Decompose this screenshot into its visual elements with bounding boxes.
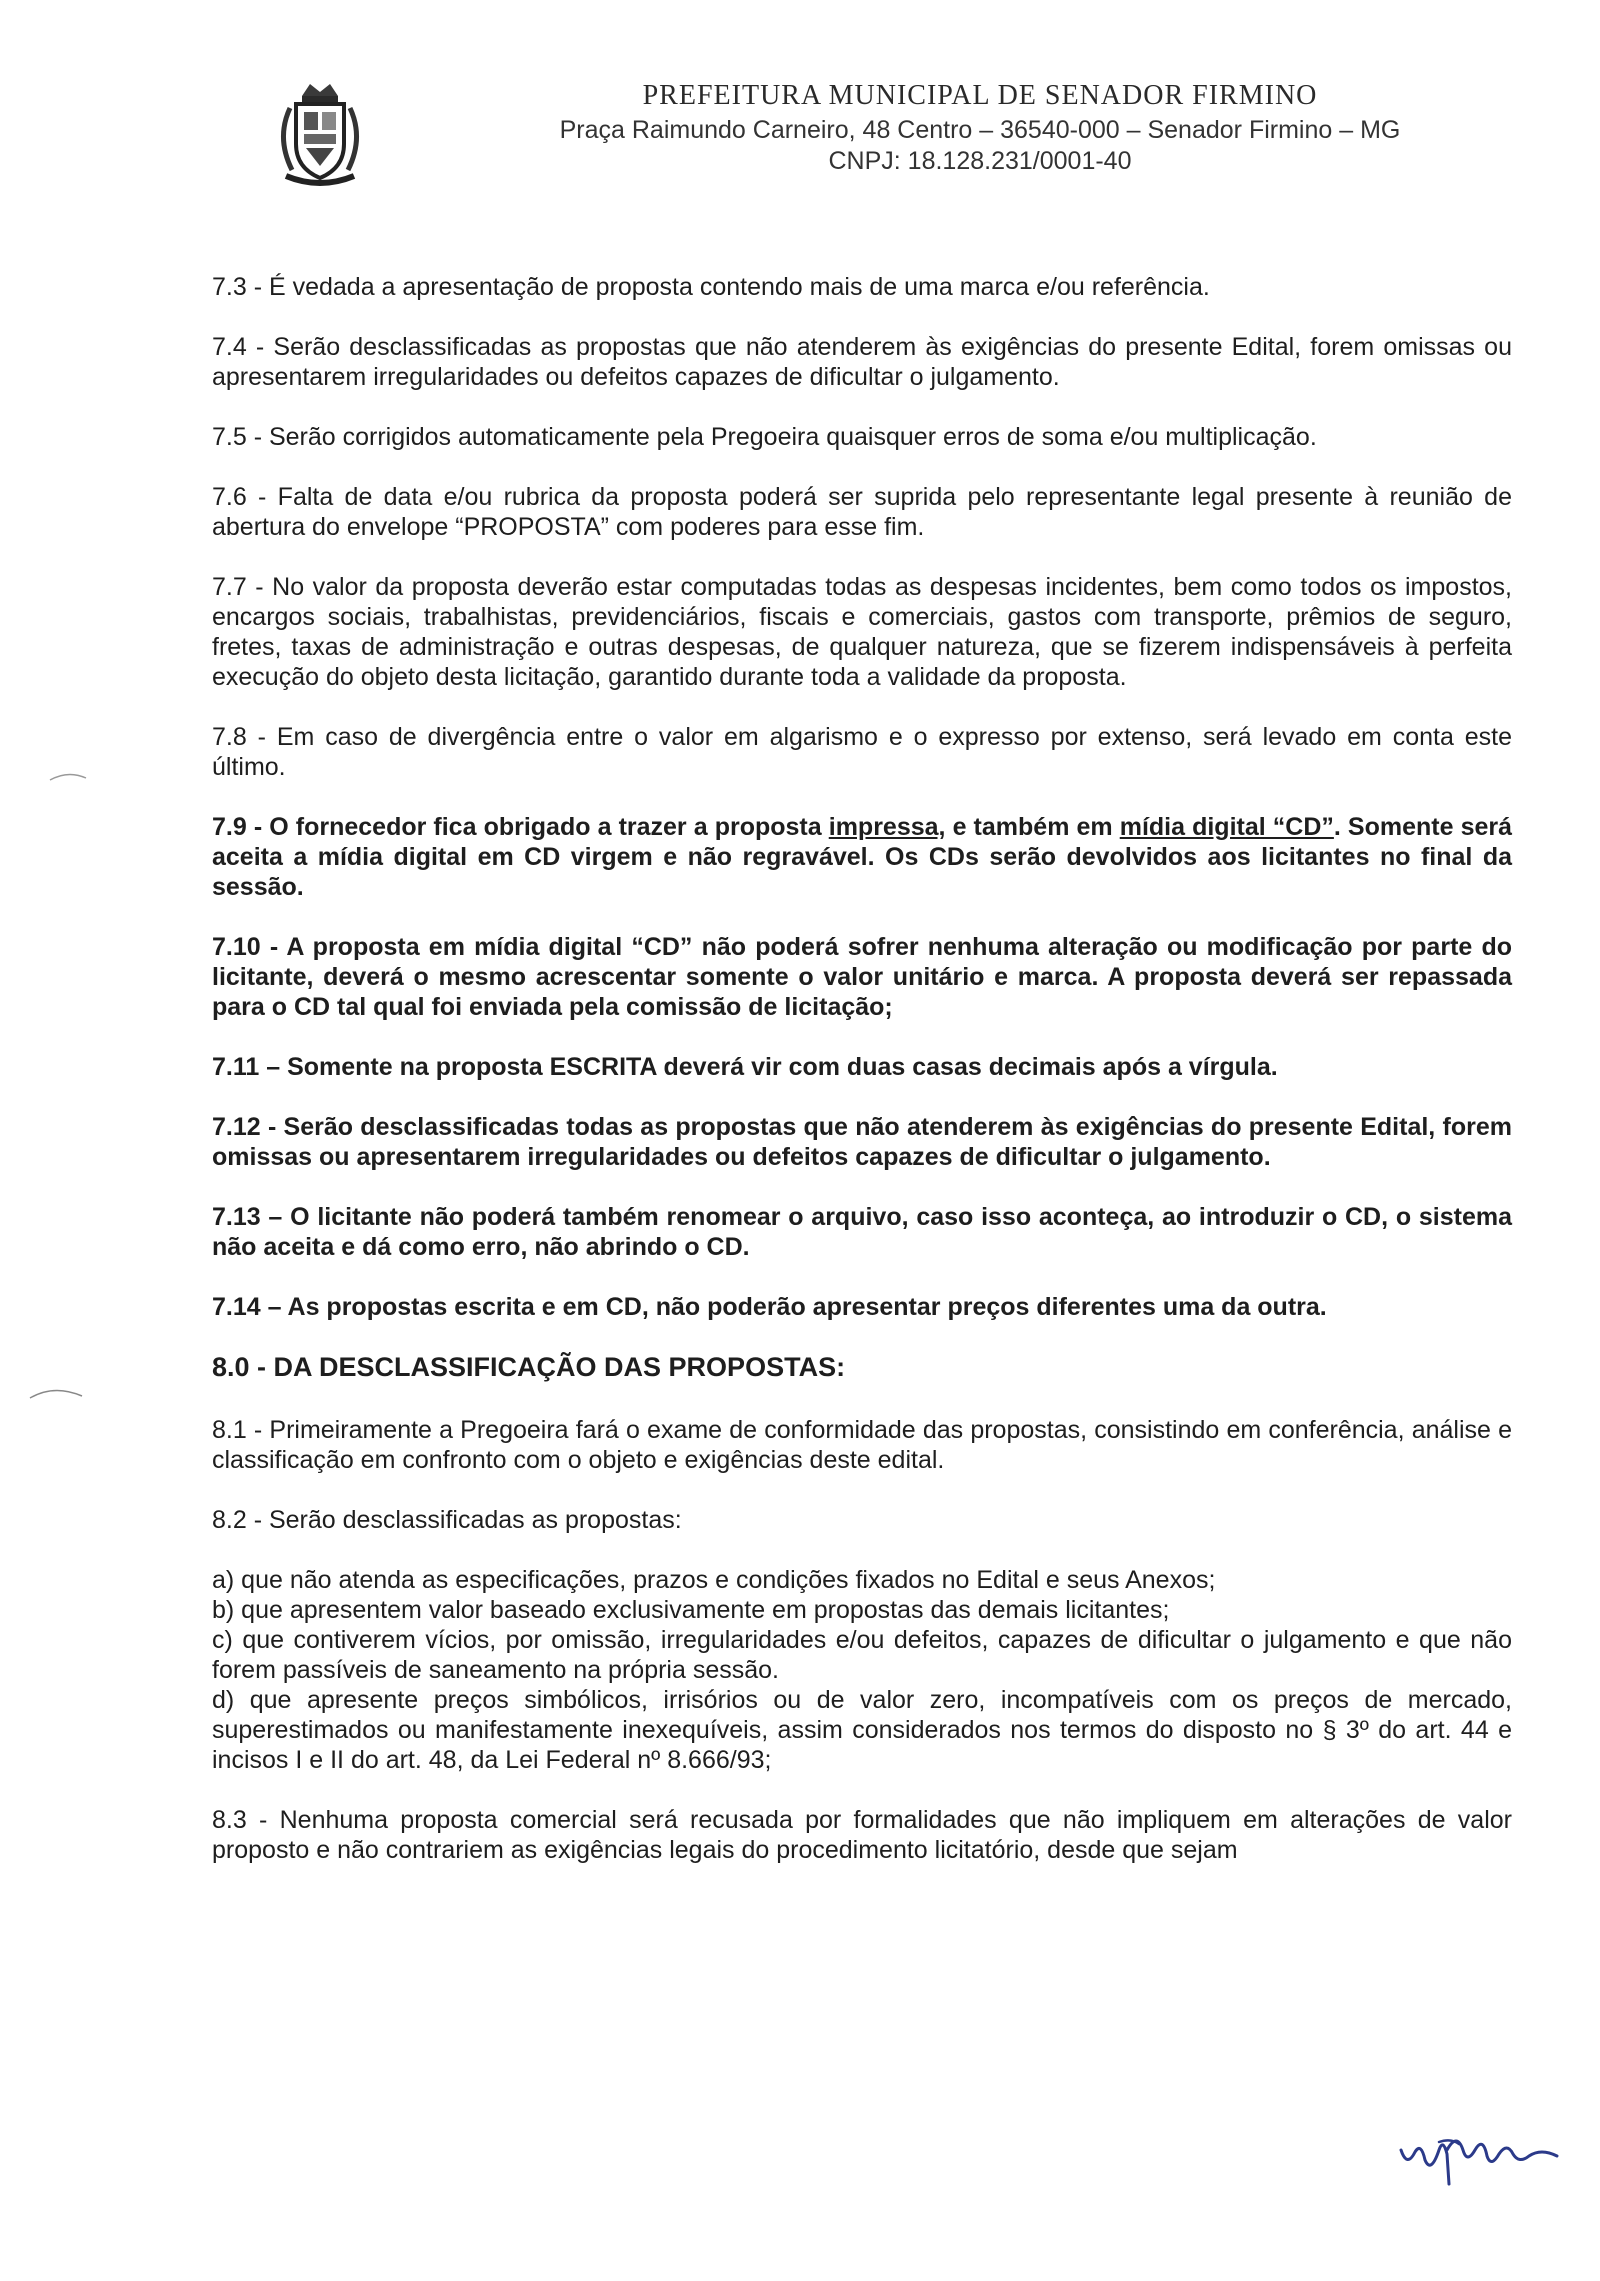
clause-7-9-text: e também em <box>945 813 1120 841</box>
municipality-address: Praça Raimundo Carneiro, 48 Centro – 36540-000 – Senador Firmino – MG <box>559 116 1401 144</box>
clause-8-2-item: c) que contiverem vícios, por omissão, irregularidades e/ou defeitos, capazes de dificultar o julgamento e que não forem passíveis de saneamento na própria sessão. <box>212 1626 1512 1684</box>
clause-7-9-text: . Somente será aceita a mídia digital em CD virgem e não regravável. Os CDs serão devolvidos aos licitantes no final da sessão. <box>212 813 1513 901</box>
clause-7-9-text: 7.9 - O fornecedor fica obrigado a trazer a proposta <box>212 813 829 841</box>
clause-7-12: 7.12 - Serão desclassificadas todas as propostas que não atenderem às exigências do presente Edital, forem omissas ou apresentarem irregularidades ou defeitos capazes de dificultar o julgamento. <box>212 1113 1512 1171</box>
clause-8-3: 8.3 - Nenhuma proposta comercial será recusada por formalidades que não impliquem em alterações de valor proposto e não contrariem as exigências legais do procedimento licitatório, desde que sejam <box>212 1806 1512 1864</box>
handwritten-signature-icon <box>1395 2120 1565 2190</box>
clause-8-2: 8.2 - Serão desclassificadas as propostas: <box>212 1506 682 1534</box>
clause-7-5: 7.5 - Serão corrigidos automaticamente pela Pregoeira quaisquer erros de soma e/ou multiplicação. <box>212 423 1317 451</box>
clause-7-9-underline-printed: impressa, <box>828 813 946 841</box>
section-8-heading: 8.0 - DA DESCLASSIFICAÇÃO DAS PROPOSTAS: <box>212 1352 846 1382</box>
clause-7-14: 7.14 – As propostas escrita e em CD, não poderão apresentar preços diferentes uma da outra. <box>212 1293 1327 1321</box>
clause-7-7: 7.7 - No valor da proposta deverão estar computadas todas as despesas incidentes, bem como todos os impostos, encargos sociais, trabalhistas, previdenciários, fiscais e comerciais, gastos com transporte, prêmios de seguro, fretes, taxas de administração e outras despesas, de qualquer natureza, que se fizerem indispensáveis à perfeita execução do objeto desta licitação, garantido durante toda a validade da proposta. <box>212 573 1512 691</box>
clause-8-2-item: a) que não atenda as especificações, prazos e condições fixados no Edital e seus Anexos; <box>212 1566 1216 1594</box>
clause-8-2-list <box>212 1565 1512 1775</box>
municipality-cnpj: CNPJ: 18.128.231/0001-40 <box>828 147 1132 175</box>
clause-7-8: 7.8 - Em caso de divergência entre o valor em algarismo e o expresso por extenso, será levado em conta este último. <box>212 723 1512 781</box>
municipality-name: PREFEITURA MUNICIPAL DE SENADOR FIRMINO <box>642 80 1318 111</box>
scan-mark-icon <box>28 1384 84 1402</box>
clause-7-13: 7.13 – O licitante não poderá também renomear o arquivo, caso isso aconteça, ao introduzir o CD, o sistema não aceita e dá como erro, não abrindo o CD. <box>212 1203 1512 1261</box>
clause-7-4: 7.4 - Serão desclassificadas as propostas que não atenderem às exigências do presente Edital, forem omissas ou apresentarem irregularidades ou defeitos capazes de dificultar o julgamento. <box>212 333 1512 391</box>
scan-mark-icon <box>48 770 88 784</box>
clause-7-6: 7.6 - Falta de data e/ou rubrica da proposta poderá ser suprida pelo representante legal presente à reunião de abertura do envelope “PROPOSTA” com poderes para esse fim. <box>212 483 1512 541</box>
clause-7-9-underline-cd: mídia digital “CD” <box>1119 813 1334 841</box>
clause-8-2-item: d) que apresente preços simbólicos, irrisórios ou de valor zero, incompatíveis com os preços de mercado, superestimados ou manifestamente inexequíveis, assim considerados nos termos do disposto no § 3º do art. 44 e incisos I e II do art. 48, da Lei Federal nº 8.666/93; <box>212 1686 1512 1774</box>
clause-7-11: 7.11 – Somente na proposta ESCRITA deverá vir com duas casas decimais após a vírgula. <box>212 1053 1278 1081</box>
document-body <box>212 272 1512 1895</box>
clause-8-2-item: b) que apresentem valor baseado exclusivamente em propostas das demais licitantes; <box>212 1596 1170 1624</box>
municipal-coat-of-arms-icon <box>272 78 368 190</box>
letterhead <box>440 80 1520 176</box>
clause-7-10: 7.10 - A proposta em mídia digital “CD” não poderá sofrer nenhuma alteração ou modificação por parte do licitante, deverá o mesmo acrescentar somente o valor unitário e marca. A proposta deverá ser repassada para o CD tal qual foi enviada pela comissão de licitação; <box>212 933 1512 1021</box>
clause-7-9 <box>212 812 1512 902</box>
clause-7-3: 7.3 - É vedada a apresentação de proposta contendo mais de uma marca e/ou referência. <box>212 273 1210 301</box>
clause-8-1: 8.1 - Primeiramente a Pregoeira fará o exame de conformidade das propostas, consistindo em conferência, análise e classificação em confronto com o objeto e exigências deste edital. <box>212 1416 1512 1474</box>
